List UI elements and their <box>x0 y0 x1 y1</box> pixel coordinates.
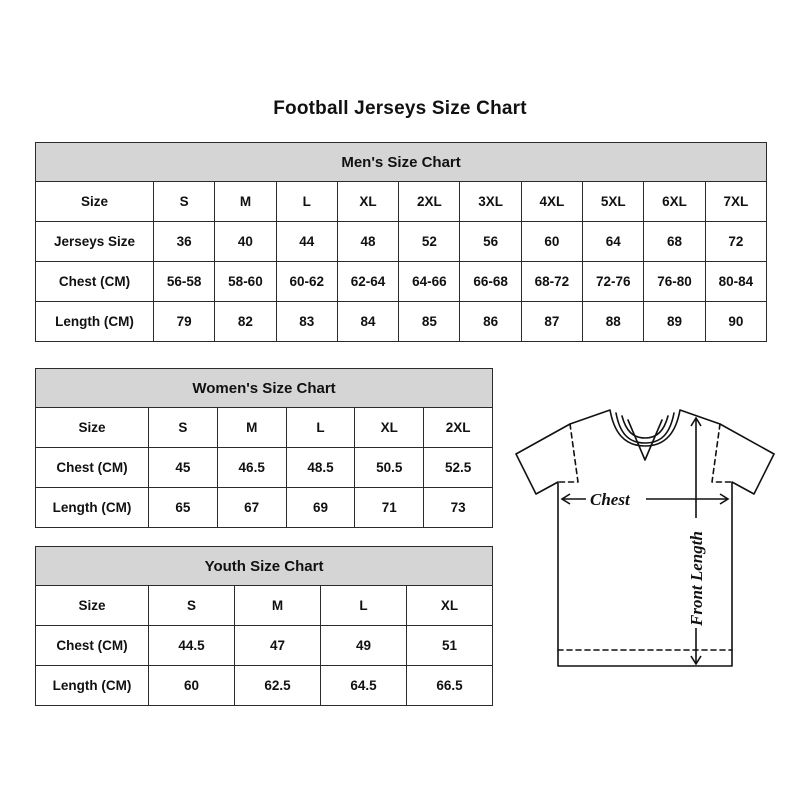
column-header: M <box>235 586 321 626</box>
table-cell: 84 <box>337 302 398 342</box>
youth-size-chart <box>35 546 493 706</box>
table-cell: 62-64 <box>337 262 398 302</box>
table-row <box>36 488 493 528</box>
table-header-row <box>36 182 767 222</box>
table-cell: 76-80 <box>644 262 705 302</box>
column-header: L <box>276 182 337 222</box>
table-row <box>36 262 767 302</box>
table-cell: 67 <box>217 488 286 528</box>
table-header-row <box>36 586 493 626</box>
table-cell: 65 <box>149 488 218 528</box>
table-cell: 85 <box>399 302 460 342</box>
table-cell: 79 <box>154 302 215 342</box>
table-cell: 64.5 <box>321 666 407 706</box>
column-header: XL <box>407 586 493 626</box>
table-cell: 88 <box>583 302 644 342</box>
table-row <box>36 448 493 488</box>
table-cell: 69 <box>286 488 355 528</box>
table-cell: 40 <box>215 222 276 262</box>
table-cell: 86 <box>460 302 521 342</box>
column-header: 2XL <box>424 408 493 448</box>
page-title: Football Jerseys Size Chart <box>273 98 527 119</box>
table-cell: 66.5 <box>407 666 493 706</box>
column-header: L <box>286 408 355 448</box>
table-cell: 60 <box>149 666 235 706</box>
row-label: Length (CM) <box>36 302 154 342</box>
column-header: 4XL <box>521 182 582 222</box>
mens-size-table <box>35 142 767 342</box>
table-row <box>36 626 493 666</box>
column-header: S <box>149 408 218 448</box>
table-cell: 68 <box>644 222 705 262</box>
table-cell: 89 <box>644 302 705 342</box>
column-header: 7XL <box>705 182 766 222</box>
mens-table-title: Men's Size Chart <box>36 143 767 182</box>
table-cell: 62.5 <box>235 666 321 706</box>
table-caption-row <box>36 143 767 182</box>
table-cell: 36 <box>154 222 215 262</box>
table-cell: 44 <box>276 222 337 262</box>
table-cell: 60-62 <box>276 262 337 302</box>
column-header: XL <box>355 408 424 448</box>
table-cell: 52 <box>399 222 460 262</box>
row-label: Length (CM) <box>36 488 149 528</box>
table-cell: 50.5 <box>355 448 424 488</box>
row-label: Jerseys Size <box>36 222 154 262</box>
front-length-dimension-label: Front Length <box>687 531 706 626</box>
womens-size-table <box>35 368 493 528</box>
table-cell: 51 <box>407 626 493 666</box>
table-cell: 90 <box>705 302 766 342</box>
table-cell: 82 <box>215 302 276 342</box>
column-header: 5XL <box>583 182 644 222</box>
table-cell: 72-76 <box>583 262 644 302</box>
column-header: M <box>215 182 276 222</box>
mens-size-chart <box>35 142 767 342</box>
table-cell: 48.5 <box>286 448 355 488</box>
table-cell: 47 <box>235 626 321 666</box>
table-cell: 46.5 <box>217 448 286 488</box>
row-header-label: Size <box>36 586 149 626</box>
table-cell: 64-66 <box>399 262 460 302</box>
table-cell: 60 <box>521 222 582 262</box>
womens-size-chart <box>35 368 493 528</box>
table-cell: 56 <box>460 222 521 262</box>
table-cell: 64 <box>583 222 644 262</box>
table-caption-row <box>36 369 493 408</box>
table-cell: 87 <box>521 302 582 342</box>
column-header: 6XL <box>644 182 705 222</box>
row-header-label: Size <box>36 182 154 222</box>
table-cell: 45 <box>149 448 218 488</box>
table-cell: 72 <box>705 222 766 262</box>
table-cell: 49 <box>321 626 407 666</box>
table-cell: 83 <box>276 302 337 342</box>
tshirt-outline-icon <box>500 398 790 688</box>
row-label: Chest (CM) <box>36 626 149 666</box>
column-header: 2XL <box>399 182 460 222</box>
column-header: 3XL <box>460 182 521 222</box>
row-header-label: Size <box>36 408 149 448</box>
table-cell: 68-72 <box>521 262 582 302</box>
table-cell: 80-84 <box>705 262 766 302</box>
table-cell: 48 <box>337 222 398 262</box>
table-cell: 56-58 <box>154 262 215 302</box>
table-cell: 71 <box>355 488 424 528</box>
youth-size-table <box>35 546 493 706</box>
row-label: Length (CM) <box>36 666 149 706</box>
table-cell: 58-60 <box>215 262 276 302</box>
womens-table-title: Women's Size Chart <box>36 369 493 408</box>
table-cell: 73 <box>424 488 493 528</box>
row-label: Chest (CM) <box>36 262 154 302</box>
table-header-row <box>36 408 493 448</box>
table-row <box>36 302 767 342</box>
column-header: S <box>149 586 235 626</box>
table-row <box>36 666 493 706</box>
column-header: XL <box>337 182 398 222</box>
row-label: Chest (CM) <box>36 448 149 488</box>
shirt-measurement-diagram <box>500 398 790 688</box>
chest-dimension-label: Chest <box>590 490 630 509</box>
column-header: S <box>154 182 215 222</box>
youth-table-title: Youth Size Chart <box>36 547 493 586</box>
column-header: L <box>321 586 407 626</box>
table-row <box>36 222 767 262</box>
table-cell: 66-68 <box>460 262 521 302</box>
column-header: M <box>217 408 286 448</box>
table-cell: 44.5 <box>149 626 235 666</box>
table-caption-row <box>36 547 493 586</box>
table-cell: 52.5 <box>424 448 493 488</box>
